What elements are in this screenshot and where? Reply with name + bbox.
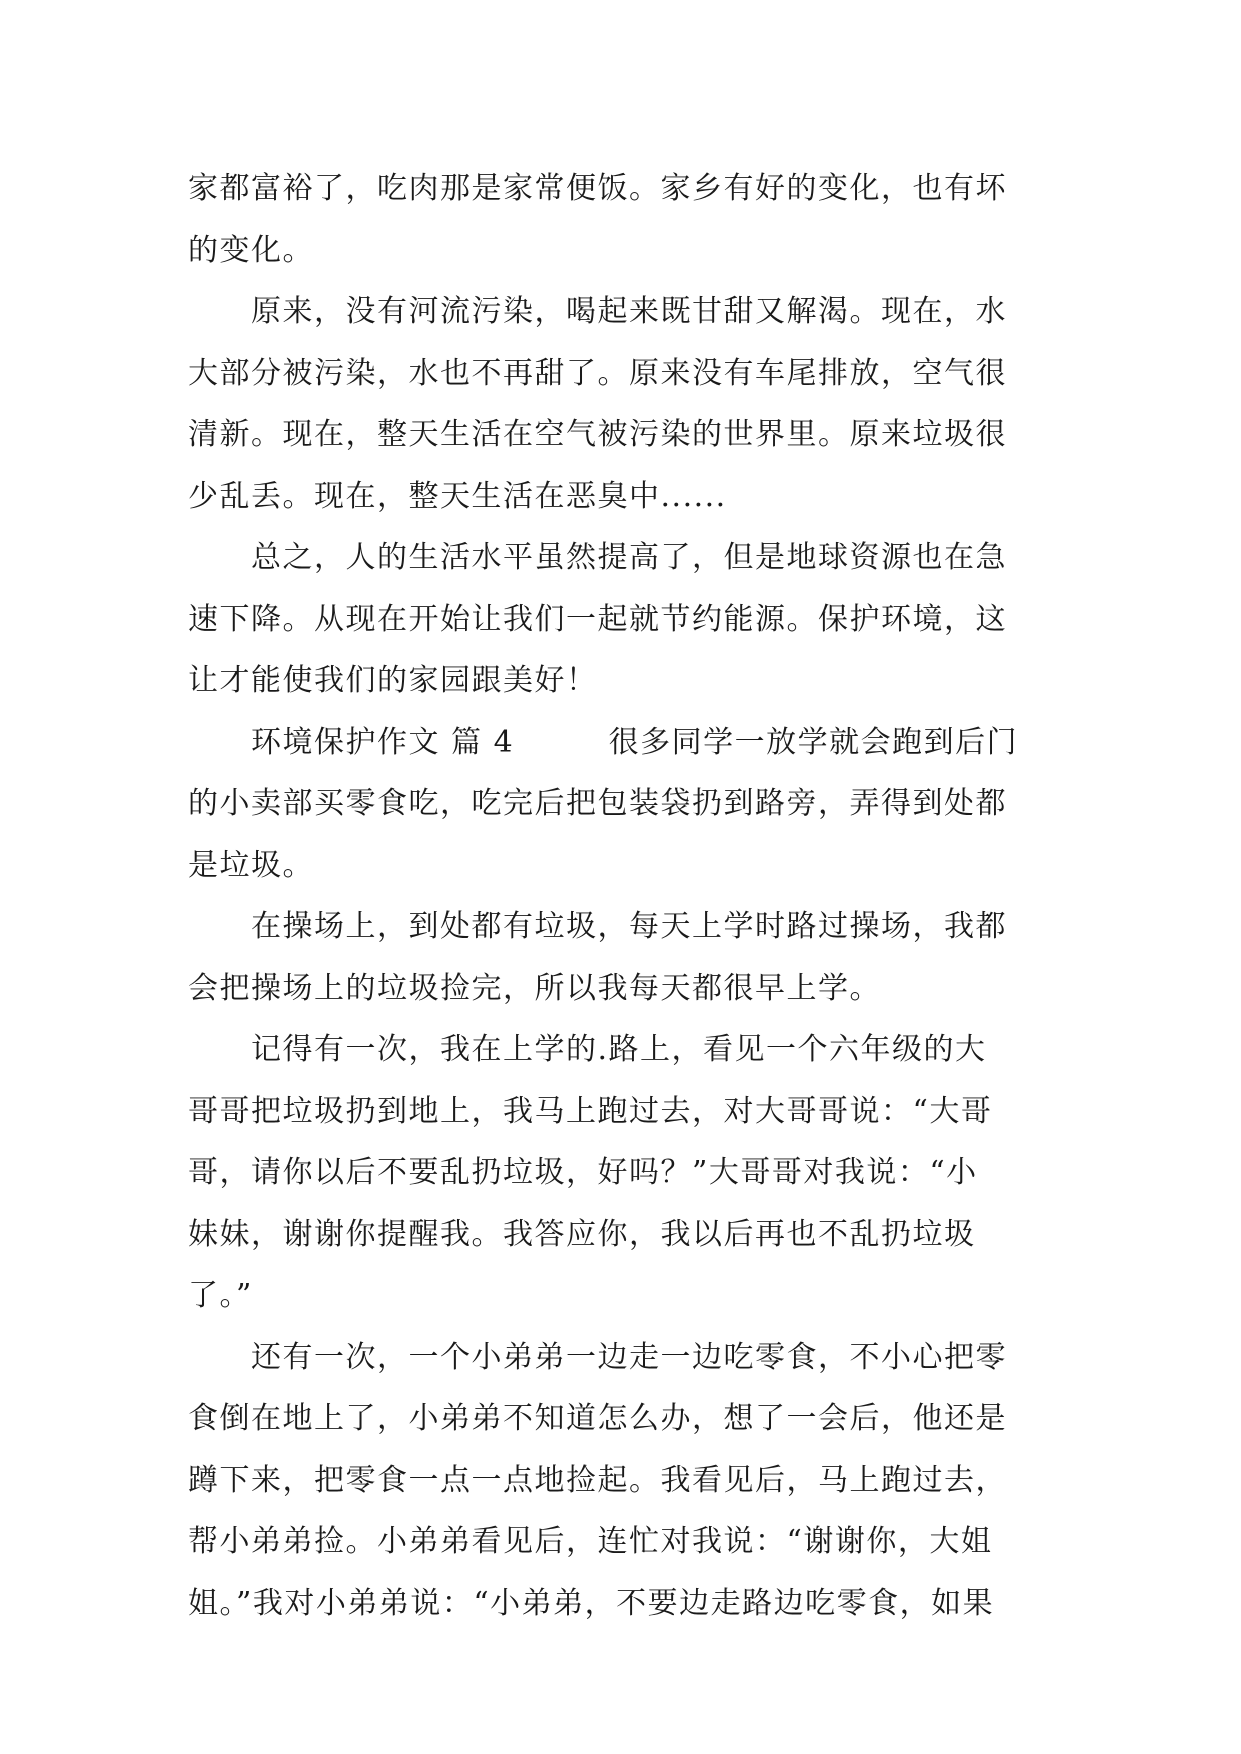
text-line: 蹲下来，把零食一点一点地捡起。我看见后，马上跑过去， bbox=[188, 1462, 1007, 1498]
text-line: 哥哥把垃圾扔到地上，我马上跑过去，对大哥哥说：“大哥 bbox=[188, 1093, 993, 1129]
text-line: 会把操场上的垃圾捡完，所以我每天都很早上学。 bbox=[188, 970, 881, 1006]
text-line: 在操场上，到处都有垃圾，每天上学时路过操场，我都 bbox=[188, 909, 1007, 944]
text-line: 了。” bbox=[188, 1278, 253, 1313]
text-line: 的变化。 bbox=[188, 232, 314, 268]
body-text bbox=[188, 158, 1068, 1634]
text-line: 清新。现在，整天生活在空气被污染的世界里。原来垃圾很 bbox=[188, 417, 1007, 452]
text-line: 妹妹，谢谢你提醒我。我答应你，我以后再也不乱扔垃圾 bbox=[188, 1216, 976, 1252]
text-line: 让才能使我们的家园跟美好！ bbox=[188, 663, 598, 698]
text-line: 记得有一次，我在上学的.路上，看见一个六年级的大 bbox=[188, 1032, 987, 1067]
text-line: 大部分被污染，水也不再甜了。原来没有车尾排放，空气很 bbox=[188, 355, 1007, 391]
text-line: 是垃圾。 bbox=[188, 847, 314, 883]
text-line: 哥，请你以后不要乱扔垃圾，好吗？”大哥哥对我说：“小 bbox=[188, 1155, 978, 1190]
text-line: 家都富裕了，吃肉那是家常便饭。家乡有好的变化，也有坏 bbox=[188, 171, 1007, 206]
text-line: 姐。”我对小弟弟说：“小弟弟，不要边走路边吃零食，如果 bbox=[188, 1585, 995, 1621]
text-line: 还有一次，一个小弟弟一边走一边吃零食，不小心把零 bbox=[188, 1339, 1007, 1375]
text-line: 总之，人的生活水平虽然提高了，但是地球资源也在急 bbox=[188, 540, 1007, 575]
text-line: 少乱丢。现在，整天生活在恶臭中...... bbox=[188, 478, 727, 514]
text-line: 的小卖部买零食吃，吃完后把包装袋扔到路旁，弄得到处都 bbox=[188, 786, 1007, 821]
text-line: 帮小弟弟捡。小弟弟看见后，连忙对我说：“谢谢你，大姐 bbox=[188, 1524, 993, 1559]
text-line: 原来，没有河流污染，喝起来既甘甜又解渴。现在，水 bbox=[188, 294, 1007, 329]
section-heading-line: 环境保护作文 篇 4 很多同学一放学就会跑到后门 bbox=[188, 724, 1019, 760]
text-line: 食倒在地上了，小弟弟不知道怎么办，想了一会后，他还是 bbox=[188, 1401, 1007, 1436]
text-line: 速下降。从现在开始让我们一起就节约能源。保护环境，这 bbox=[188, 601, 1007, 637]
